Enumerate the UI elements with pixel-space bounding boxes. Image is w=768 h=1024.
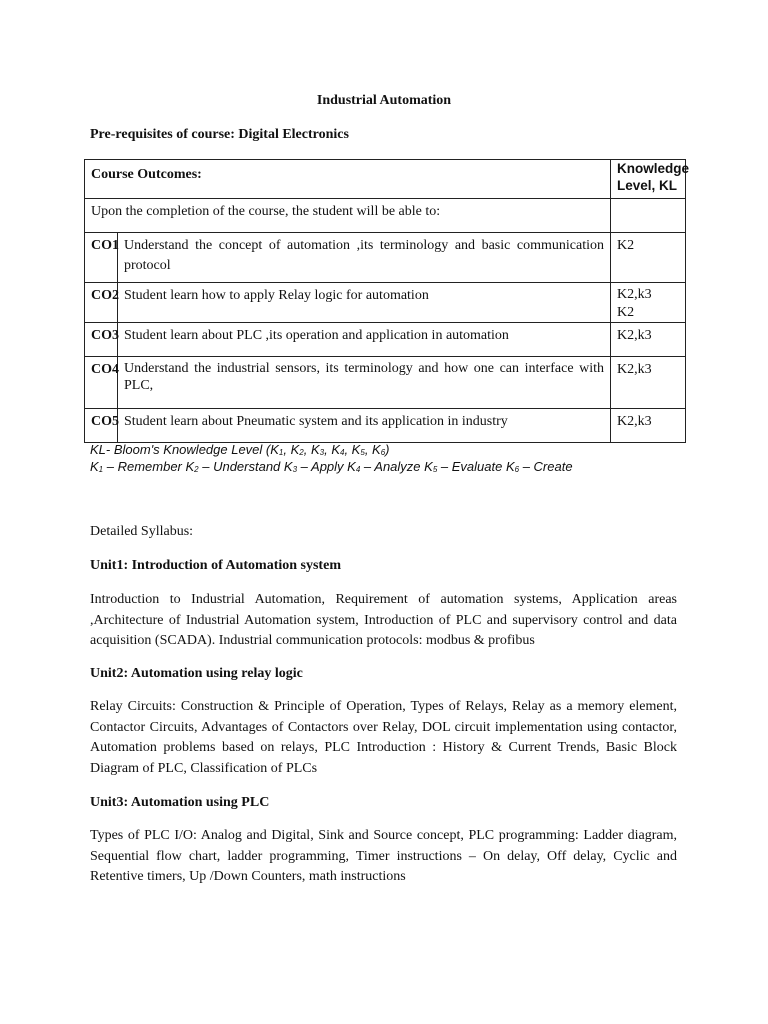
co-code: CO2 (85, 283, 118, 323)
bloom-legend-line1 (90, 442, 390, 457)
co-kl: K2,k3 (611, 323, 686, 357)
bloom-level-code: K (185, 459, 195, 474)
bloom-prefix: KL- Bloom's Knowledge Level (K (90, 442, 279, 457)
bloom-level-sub: 1 (278, 448, 284, 457)
co-kl: K2,k3 (611, 357, 686, 409)
syllabus-heading: Detailed Syllabus: (90, 524, 194, 539)
co-code: CO3 (85, 323, 118, 357)
co-text: Student learn about PLC ,its operation and application in automation (118, 323, 611, 357)
bloom-level-label: – Evaluate (437, 459, 503, 474)
table-intro-row (85, 199, 686, 233)
bloom-level-label: – Create (519, 459, 573, 474)
bloom-line2-text (90, 459, 573, 474)
table-row (85, 323, 686, 357)
unit-title: Unit2: Automation using relay logic (90, 666, 303, 681)
bloom-level-sub: 4 (355, 465, 361, 474)
course-outcomes-table (84, 159, 690, 443)
bloom-level-code: K (505, 459, 515, 474)
table-header-row (85, 160, 686, 199)
co-kl: K2 (611, 233, 686, 283)
table-row (85, 409, 686, 443)
co-text: Student learn about Pneumatic system and its application in industry (118, 409, 611, 443)
bloom-level-label: – Remember (103, 459, 182, 474)
bloom-line1-text: KL- Bloom's Knowledge Level ($K_1$, $K_2$, $K_3$, $K_4$, $K_5$, $K_6$) (90, 442, 390, 457)
bloom-level-code: K (90, 459, 99, 474)
co-kl: K2,k3 (611, 409, 686, 443)
co-code: CO5 (85, 409, 118, 443)
kl-header-line2: Level, KL (617, 178, 678, 193)
co-code: CO4 (85, 357, 118, 409)
bloom-level-sub: 6 (514, 465, 520, 474)
bloom-legend-line2 (90, 459, 573, 474)
bloom-level-label: – Apply (297, 459, 344, 474)
bloom-level-code: K (283, 459, 293, 474)
co-code: CO1 (85, 233, 118, 283)
unit-title: Unit1: Introduction of Automation system (90, 558, 341, 573)
outcomes-intro: Upon the completion of the course, the student will be able to: (85, 199, 611, 233)
bloom-level-sub: 1 (98, 465, 104, 474)
bloom-level-sub: 3 (292, 465, 298, 474)
document-title: Industrial Automation (316, 93, 452, 108)
bloom-level-sub: 6 (380, 448, 386, 457)
bloom-level-label: – Analyze (360, 459, 421, 474)
co-text: Understand the concept of automation ,its terminology and basic communication protocol (118, 233, 611, 283)
co-text: Student learn how to apply Relay logic for automation (118, 283, 611, 323)
bloom-level-code: K (347, 459, 356, 474)
co-kl-cell (611, 283, 686, 323)
co-kl-second: K2 (617, 305, 635, 320)
kl-header-line1: Knowledge (617, 161, 690, 176)
bloom-level-sub: 3 (319, 448, 325, 457)
unit-title: Unit3: Automation using PLC (90, 795, 270, 810)
co-kl: K2,k3 (617, 287, 652, 302)
table-row (85, 283, 686, 323)
bloom-level-sub: 5 (360, 448, 365, 457)
bloom-level-label: – Understand (198, 459, 281, 474)
bloom-level-sub: 4 (340, 448, 345, 457)
bloom-level-sub: 2 (194, 465, 199, 474)
co-text: Understand the industrial sensors, its terminology and how one can interface with PLC, (118, 357, 611, 409)
unit-body: Relay Circuits: Construction & Principle of Operation, Types of Relays, Relay as a memory element, Contactor Circuits, Advantages of Contactors over Relay, DOL circuit implementation using contactor, Automation problems based on relays, PLC Introduction : History & Current Trends, Basic Block Diagram of PLC, Classification of PLCs (90, 699, 677, 776)
bloom-level-sub: 5 (432, 465, 438, 474)
bloom-level-code: K (424, 459, 433, 474)
table-row (85, 233, 686, 283)
table-row (85, 357, 686, 409)
outcomes-header: Course Outcomes: (85, 160, 611, 199)
bloom-level-sub: 2 (299, 448, 304, 457)
unit-body: Types of PLC I/O: Analog and Digital, Sink and Source concept, PLC programming: Ladder diagram, Sequential flow chart, ladder programming, Timer instructions – On delay, Off delay, Cyclic and Retentive timers, Up /Down Counters, math instructions (90, 828, 677, 884)
unit-body: Introduction to Industrial Automation, Requirement of automation systems, Application areas ,Architecture of Industrial Automation system, Introduction of PLC and supervisory control and data acquisition (SCADA). Industrial communication protocols: modbus & profibus (90, 592, 677, 648)
prerequisites: Pre-requisites of course: Digital Electronics (90, 127, 349, 142)
intro-kl-cell (611, 199, 686, 233)
kl-header (611, 160, 690, 199)
